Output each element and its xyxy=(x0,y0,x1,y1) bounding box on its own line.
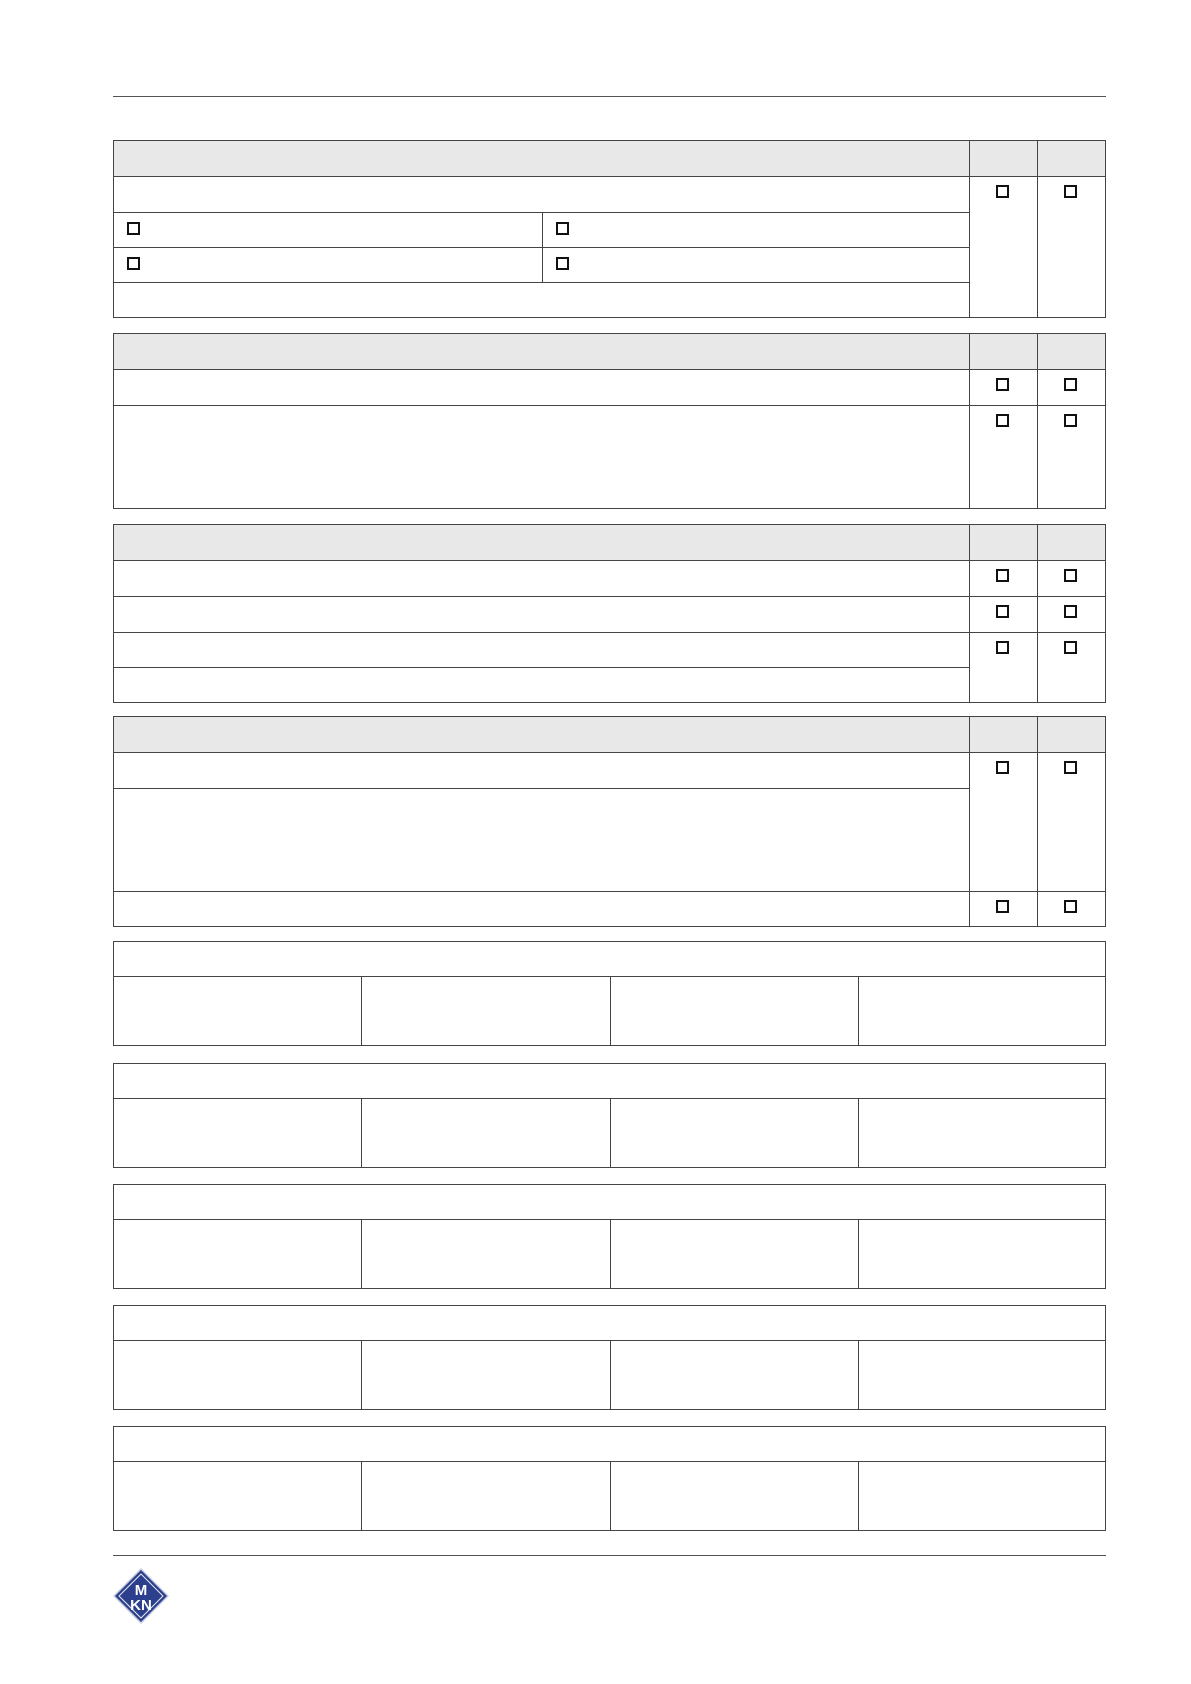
checkbox-yes[interactable] xyxy=(996,605,1009,618)
signature-field[interactable] xyxy=(858,977,1107,1045)
checkbox-no[interactable] xyxy=(1064,414,1077,427)
question-row xyxy=(114,633,969,668)
checkbox-yes[interactable] xyxy=(996,641,1009,654)
signature-field[interactable] xyxy=(610,1341,858,1409)
column-header-1 xyxy=(969,717,1037,752)
remarks-row xyxy=(114,789,969,891)
signature-field[interactable] xyxy=(361,977,610,1045)
checkbox-no[interactable] xyxy=(1064,378,1077,391)
signature-field[interactable] xyxy=(858,1099,1107,1167)
checkbox-no[interactable] xyxy=(1064,569,1077,582)
svg-text:M: M xyxy=(134,1582,148,1599)
signature-field[interactable] xyxy=(361,1341,610,1409)
signature-field[interactable] xyxy=(610,977,858,1045)
column-header-2 xyxy=(1037,141,1105,176)
column-header-1 xyxy=(969,334,1037,369)
checkbox-no[interactable] xyxy=(1064,185,1077,198)
question-row xyxy=(114,753,969,789)
signature-field[interactable] xyxy=(361,1462,610,1530)
question-row xyxy=(114,892,969,926)
checkbox-no[interactable] xyxy=(1064,605,1077,618)
checkbox-no[interactable] xyxy=(1064,761,1077,774)
signature-block-2 xyxy=(113,1063,1106,1168)
column-header-1 xyxy=(969,525,1037,560)
checkbox[interactable] xyxy=(127,222,140,235)
signature-header xyxy=(114,1185,1105,1220)
section-header xyxy=(114,717,969,752)
checkbox-yes[interactable] xyxy=(996,761,1009,774)
signature-field[interactable] xyxy=(610,1099,858,1167)
signature-block-3 xyxy=(113,1184,1106,1289)
signature-block-5 xyxy=(113,1426,1106,1531)
option-cell xyxy=(542,213,969,248)
signature-field[interactable] xyxy=(858,1341,1107,1409)
column-header-2 xyxy=(1037,525,1105,560)
question-row xyxy=(114,561,969,596)
signature-header xyxy=(114,1064,1105,1099)
question-row xyxy=(114,406,969,508)
signature-field[interactable] xyxy=(114,1220,361,1288)
checkbox[interactable] xyxy=(556,222,569,235)
checklist-section-4 xyxy=(113,716,1106,927)
svg-text:KN: KN xyxy=(130,1597,152,1614)
signature-field[interactable] xyxy=(610,1462,858,1530)
header-rule xyxy=(113,96,1106,97)
column-header-2 xyxy=(1037,717,1105,752)
signature-block-4 xyxy=(113,1305,1106,1410)
checklist-section-3 xyxy=(113,524,1106,703)
checkbox-yes[interactable] xyxy=(996,185,1009,198)
checkbox-no[interactable] xyxy=(1064,641,1077,654)
section-header xyxy=(114,141,969,176)
signature-field[interactable] xyxy=(858,1462,1107,1530)
column-header-2 xyxy=(1037,334,1105,369)
signature-field[interactable] xyxy=(114,1341,361,1409)
signature-field[interactable] xyxy=(114,977,361,1045)
checkbox-yes[interactable] xyxy=(996,414,1009,427)
option-cell xyxy=(114,248,542,282)
question-row xyxy=(114,597,969,632)
remarks-row xyxy=(114,668,969,702)
question-row xyxy=(114,370,969,405)
signature-header xyxy=(114,942,1105,977)
signature-header xyxy=(114,1306,1105,1341)
mkn-logo xyxy=(113,1568,169,1624)
checkbox-yes[interactable] xyxy=(996,569,1009,582)
signature-field[interactable] xyxy=(361,1099,610,1167)
checkbox-yes[interactable] xyxy=(996,378,1009,391)
checkbox[interactable] xyxy=(127,257,140,270)
remarks-row xyxy=(114,283,969,317)
checkbox-yes[interactable] xyxy=(996,900,1009,913)
signature-block-1 xyxy=(113,941,1106,1046)
signature-field[interactable] xyxy=(361,1220,610,1288)
option-cell xyxy=(542,248,969,282)
checkbox[interactable] xyxy=(556,257,569,270)
signature-field[interactable] xyxy=(610,1220,858,1288)
signature-field[interactable] xyxy=(114,1099,361,1167)
signature-field[interactable] xyxy=(114,1462,361,1530)
checkbox-no[interactable] xyxy=(1064,900,1077,913)
column-header-1 xyxy=(969,141,1037,176)
checklist-section-2 xyxy=(113,333,1106,509)
checklist-section-1 xyxy=(113,140,1106,318)
option-cell xyxy=(114,213,542,248)
question-row xyxy=(114,177,969,213)
section-header xyxy=(114,525,969,560)
signature-header xyxy=(114,1427,1105,1462)
footer-rule xyxy=(113,1555,1106,1556)
signature-field[interactable] xyxy=(858,1220,1107,1288)
section-header xyxy=(114,334,969,369)
